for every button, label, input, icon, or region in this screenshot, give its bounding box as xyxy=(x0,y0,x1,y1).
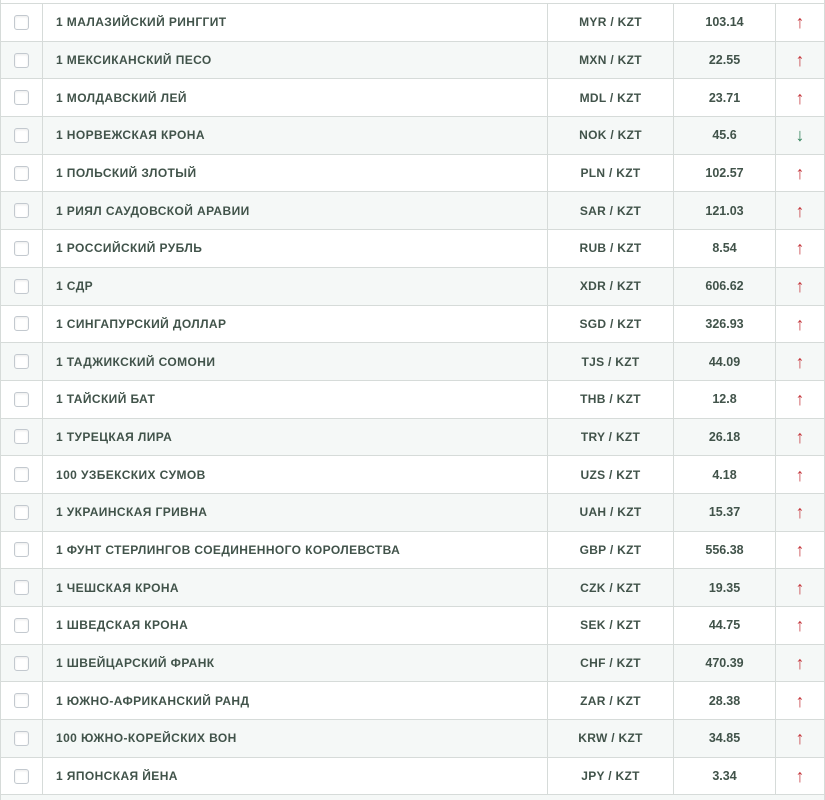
rate-value: 22.55 xyxy=(674,42,776,79)
trend-cell xyxy=(776,456,824,493)
rate-value: 12.8 xyxy=(674,381,776,418)
trend-cell xyxy=(776,230,824,267)
rate-value: 606.62 xyxy=(674,268,776,305)
trend-up-icon: ↑ xyxy=(795,728,805,749)
currency-pair: SEK / KZT xyxy=(548,607,674,644)
trend-cell xyxy=(776,4,824,41)
trend-up-icon: ↑ xyxy=(795,653,805,674)
rate-value: 44.75 xyxy=(674,607,776,644)
rate-value: 26.18 xyxy=(674,419,776,456)
checkbox-cell xyxy=(1,419,43,456)
table-row xyxy=(1,79,824,117)
trend-up-icon: ↑ xyxy=(795,163,805,184)
currency-name: 1 СДР xyxy=(43,268,548,305)
currency-pair: NOK / KZT xyxy=(548,117,674,154)
trend-up-icon: ↑ xyxy=(795,577,805,598)
table-row xyxy=(1,4,824,42)
currency-pair: ZAR / KZT xyxy=(548,682,674,719)
currency-name: 1 МОЛДАВСКИЙ ЛЕЙ xyxy=(43,79,548,116)
row-checkbox[interactable] xyxy=(14,90,29,105)
checkbox-cell xyxy=(1,720,43,757)
checkbox-cell xyxy=(1,42,43,79)
currency-name: 1 СИНГАПУРСКИЙ ДОЛЛАР xyxy=(43,306,548,343)
trend-up-icon: ↑ xyxy=(795,766,805,787)
trend-cell xyxy=(776,758,824,795)
rate-value: 8.54 xyxy=(674,230,776,267)
currency-name: 1 ШВЕЙЦАРСКИЙ ФРАНК xyxy=(43,645,548,682)
currency-name: 1 НОРВЕЖСКАЯ КРОНА xyxy=(43,117,548,154)
trend-cell xyxy=(776,720,824,757)
next-row-fragment xyxy=(1,795,824,800)
trend-cell xyxy=(776,532,824,569)
row-checkbox[interactable] xyxy=(14,505,29,520)
row-checkbox[interactable] xyxy=(14,656,29,671)
trend-cell xyxy=(776,682,824,719)
row-checkbox[interactable] xyxy=(14,467,29,482)
rate-value: 326.93 xyxy=(674,306,776,343)
currency-pair: MDL / KZT xyxy=(548,79,674,116)
checkbox-cell xyxy=(1,192,43,229)
trend-up-icon: ↑ xyxy=(795,690,805,711)
rate-value: 19.35 xyxy=(674,569,776,606)
table-row xyxy=(1,682,824,720)
table-row xyxy=(1,42,824,80)
trend-up-icon: ↑ xyxy=(795,539,805,560)
currency-pair: UZS / KZT xyxy=(548,456,674,493)
trend-up-icon: ↑ xyxy=(795,615,805,636)
currency-pair: CHF / KZT xyxy=(548,645,674,682)
trend-cell xyxy=(776,645,824,682)
trend-up-icon: ↑ xyxy=(795,276,805,297)
currency-name: 1 ТУРЕЦКАЯ ЛИРА xyxy=(43,419,548,456)
table-row xyxy=(1,306,824,344)
trend-cell xyxy=(776,117,824,154)
trend-cell xyxy=(776,268,824,305)
currency-pair: PLN / KZT xyxy=(548,155,674,192)
trend-up-icon: ↑ xyxy=(795,313,805,334)
trend-cell xyxy=(776,569,824,606)
checkbox-cell xyxy=(1,645,43,682)
currency-name: 100 УЗБЕКСКИХ СУМОВ xyxy=(43,456,548,493)
table-row xyxy=(1,569,824,607)
checkbox-cell xyxy=(1,306,43,343)
currency-name: 1 МЕКСИКАНСКИЙ ПЕСО xyxy=(43,42,548,79)
trend-cell xyxy=(776,155,824,192)
trend-up-icon: ↑ xyxy=(795,502,805,523)
currency-name: 1 ТАЙСКИЙ БАТ xyxy=(43,381,548,418)
currency-pair: XDR / KZT xyxy=(548,268,674,305)
currency-name: 1 ЧЕШСКАЯ КРОНА xyxy=(43,569,548,606)
rate-value: 28.38 xyxy=(674,682,776,719)
rate-value: 45.6 xyxy=(674,117,776,154)
row-checkbox[interactable] xyxy=(14,241,29,256)
trend-up-icon: ↑ xyxy=(795,12,805,33)
checkbox-cell xyxy=(1,607,43,644)
table-row xyxy=(1,381,824,419)
checkbox-cell xyxy=(1,230,43,267)
currency-pair: THB / KZT xyxy=(548,381,674,418)
table-row xyxy=(1,645,824,683)
table-row xyxy=(1,117,824,155)
row-checkbox[interactable] xyxy=(14,279,29,294)
currency-name: 1 РИЯЛ САУДОВСКОЙ АРАВИИ xyxy=(43,192,548,229)
row-checkbox[interactable] xyxy=(14,429,29,444)
currency-name: 1 РОССИЙСКИЙ РУБЛЬ xyxy=(43,230,548,267)
checkbox-cell xyxy=(1,494,43,531)
row-checkbox[interactable] xyxy=(14,354,29,369)
row-checkbox[interactable] xyxy=(14,693,29,708)
row-checkbox[interactable] xyxy=(14,580,29,595)
rate-value: 103.14 xyxy=(674,4,776,41)
currency-name: 1 ПОЛЬСКИЙ ЗЛОТЫЙ xyxy=(43,155,548,192)
currency-pair: MXN / KZT xyxy=(548,42,674,79)
trend-cell xyxy=(776,494,824,531)
currency-pair: MYR / KZT xyxy=(548,4,674,41)
currency-pair: JPY / KZT xyxy=(548,758,674,795)
currency-pair: TRY / KZT xyxy=(548,419,674,456)
trend-cell xyxy=(776,306,824,343)
currency-name: 100 ЮЖНО-КОРЕЙСКИХ ВОН xyxy=(43,720,548,757)
checkbox-cell xyxy=(1,117,43,154)
checkbox-cell xyxy=(1,682,43,719)
table-row xyxy=(1,532,824,570)
row-checkbox[interactable] xyxy=(14,731,29,746)
currency-pair: RUB / KZT xyxy=(548,230,674,267)
table-row xyxy=(1,419,824,457)
currency-pair: UAH / KZT xyxy=(548,494,674,531)
currency-name: 1 ЯПОНСКАЯ ЙЕНА xyxy=(43,758,548,795)
row-checkbox[interactable] xyxy=(14,53,29,68)
trend-cell xyxy=(776,192,824,229)
table-row xyxy=(1,343,824,381)
checkbox-cell xyxy=(1,268,43,305)
checkbox-cell xyxy=(1,155,43,192)
rate-value: 121.03 xyxy=(674,192,776,229)
table-row xyxy=(1,758,824,796)
rate-value: 3.34 xyxy=(674,758,776,795)
table-row xyxy=(1,230,824,268)
checkbox-cell xyxy=(1,4,43,41)
trend-up-icon: ↑ xyxy=(795,389,805,410)
row-checkbox[interactable] xyxy=(14,392,29,407)
table-row xyxy=(1,720,824,758)
row-checkbox[interactable] xyxy=(14,618,29,633)
trend-down-icon: ↓ xyxy=(795,125,805,146)
checkbox-cell xyxy=(1,569,43,606)
trend-up-icon: ↑ xyxy=(795,87,805,108)
currency-pair: GBP / KZT xyxy=(548,532,674,569)
trend-up-icon: ↑ xyxy=(795,50,805,71)
trend-cell xyxy=(776,381,824,418)
row-checkbox[interactable] xyxy=(14,316,29,331)
row-checkbox[interactable] xyxy=(14,203,29,218)
row-checkbox[interactable] xyxy=(14,166,29,181)
row-checkbox[interactable] xyxy=(14,542,29,557)
currency-name: 1 МАЛАЗИЙСКИЙ РИНГГИТ xyxy=(43,4,548,41)
currency-pair: CZK / KZT xyxy=(548,569,674,606)
trend-cell xyxy=(776,607,824,644)
currency-name: 1 ФУНТ СТЕРЛИНГОВ СОЕДИНЕННОГО КОРОЛЕВСТВА xyxy=(43,532,548,569)
currency-name: 1 УКРАИНСКАЯ ГРИВНА xyxy=(43,494,548,531)
table-row xyxy=(1,155,824,193)
rate-value: 34.85 xyxy=(674,720,776,757)
checkbox-cell xyxy=(1,532,43,569)
trend-up-icon: ↑ xyxy=(795,426,805,447)
trend-up-icon: ↑ xyxy=(795,351,805,372)
currency-name: 1 ЮЖНО-АФРИКАНСКИЙ РАНД xyxy=(43,682,548,719)
currency-pair: TJS / KZT xyxy=(548,343,674,380)
table-row xyxy=(1,494,824,532)
rate-value: 23.71 xyxy=(674,79,776,116)
rate-value: 44.09 xyxy=(674,343,776,380)
currency-pair: SAR / KZT xyxy=(548,192,674,229)
rate-value: 556.38 xyxy=(674,532,776,569)
trend-cell xyxy=(776,343,824,380)
trend-cell xyxy=(776,419,824,456)
row-checkbox[interactable] xyxy=(14,15,29,30)
rate-value: 15.37 xyxy=(674,494,776,531)
trend-up-icon: ↑ xyxy=(795,200,805,221)
table-row xyxy=(1,192,824,230)
checkbox-cell xyxy=(1,79,43,116)
rate-value: 102.57 xyxy=(674,155,776,192)
trend-up-icon: ↑ xyxy=(795,464,805,485)
row-checkbox[interactable] xyxy=(14,128,29,143)
trend-cell xyxy=(776,42,824,79)
trend-up-icon: ↑ xyxy=(795,238,805,259)
currency-pair: SGD / KZT xyxy=(548,306,674,343)
checkbox-cell xyxy=(1,456,43,493)
currency-pair: KRW / KZT xyxy=(548,720,674,757)
table-row xyxy=(1,607,824,645)
trend-cell xyxy=(776,79,824,116)
checkbox-cell xyxy=(1,758,43,795)
checkbox-cell xyxy=(1,381,43,418)
rate-value: 470.39 xyxy=(674,645,776,682)
rate-value: 4.18 xyxy=(674,456,776,493)
table-row xyxy=(1,268,824,306)
row-checkbox[interactable] xyxy=(14,769,29,784)
checkbox-cell xyxy=(1,343,43,380)
currency-name: 1 ТАДЖИКСКИЙ СОМОНИ xyxy=(43,343,548,380)
table-row xyxy=(1,456,824,494)
currency-name: 1 ШВЕДСКАЯ КРОНА xyxy=(43,607,548,644)
